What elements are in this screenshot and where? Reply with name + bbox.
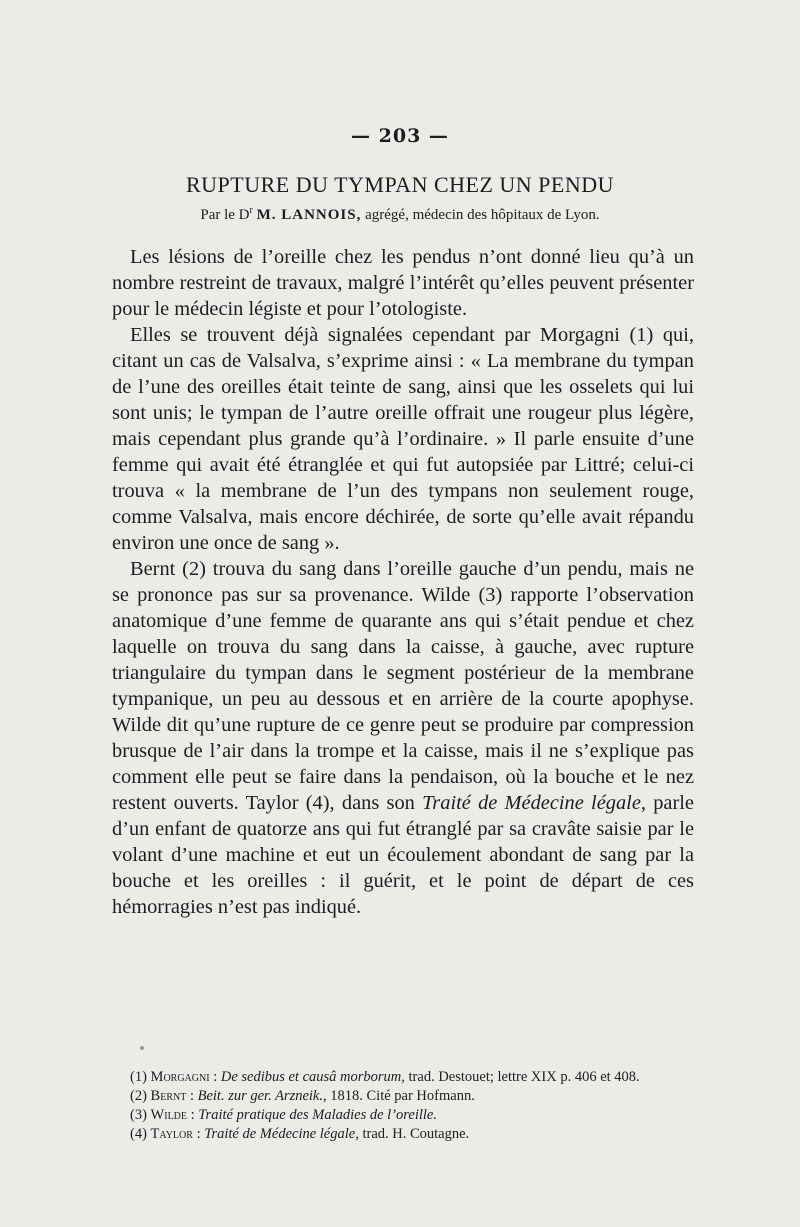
footnote-number: (2) [130,1088,147,1104]
footnote-rest: trad. H. Coutagne. [362,1126,470,1142]
footnote-4 [130,1125,720,1144]
footnote-3 [130,1106,720,1125]
byline-sup: r [249,205,253,216]
article-title: RUPTURE DU TYMPAN CHEZ UN PENDU [185,172,615,197]
footnote-author: Bernt [150,1088,187,1104]
page-number: — 203 — [351,125,449,147]
paragraph-3-tail: parle d’un enfant de quatorze ans qui fut étranglé par sa cravâte saisie par le volant d’une machine et eut un écoulement abondant de sang par la bouche et les oreilles : il guérit, et le point de départ de ces hémorragies n’est pas indiqué. [112,792,694,918]
footnote-author: Wilde [150,1107,188,1123]
ink-spot [140,1046,144,1050]
footnote-title: De sedibus et causâ morborum, [220,1069,405,1085]
paragraph-3 [112,556,694,920]
footnote-separator: : [213,1069,218,1085]
body-text [112,244,694,920]
footnote-rest: trad. Destouet; lettre XIX p. 406 et 408. [408,1069,640,1085]
footnote-1 [112,1068,720,1087]
footnote-separator: : [189,1088,194,1104]
footnote-author: Taylor [150,1126,193,1142]
byline-suffix: agrégé, médecin des hôpitaux de Lyon. [365,207,600,223]
paragraph-3-text: Bernt (2) trouva du sang dans l’oreille gauche d’un pendu, mais ne se prononce pas sur sa provenance. Wilde (3) rapporte l’observation anatomique d’une femme de quarante ans qui s’était pendue et chez laquelle on trouva du sang dans la caisse, à gauche, avec rupture triangulaire du tympan dans le segment postérieur de la membrane tympanique, un peu au dessous et en arrière de la courte apophyse. Wilde dit qu’une rupture de ce genre peut se produire par compression brusque de l’air dans la trompe et la caisse, mais il ne s’explique pas comment elle peut se faire dans la pendaison, où la bouche et le nez restent ouverts. Taylor (4), dans son [112,558,694,814]
footnote-2 [130,1087,720,1106]
footnote-title: Beit. zur ger. Arzneik., [197,1088,327,1104]
footnote-separator: : [196,1126,201,1142]
footnote-separator: : [190,1107,195,1123]
byline [0,205,800,224]
footnote-title: Traité pratique des Maladies de l’oreille. [198,1107,437,1123]
author-name: M. LANNOIS, [256,207,362,223]
footnote-number: (1) [130,1069,147,1085]
paragraph-1: Les lésions de l’oreille chez les pendus n’ont donné lieu qu’à un nombre restreint de travaux, malgré l’intérêt qu’elles peuvent présenter pour le médecin légiste et pour l’otologiste. [112,246,694,320]
footnote-number: (4) [130,1126,147,1142]
footnote-title: Traité de Médecine légale, [204,1126,359,1142]
byline-prefix: Par le D [200,207,250,223]
paragraph-2: Elles se trouvent déjà signalées cependant par Morgagni (1) qui, citant un cas de Valsalva, s’exprime ainsi : « La membrane du tympan de l’une des oreilles était teinte de sang, ainsi que les osselets qui lui sont unis; le tympan de l’autre oreille offrait une rougeur plus légère, mais cependant plus grande qu’à l’ordinaire. » Il parle ensuite d’une femme qui avait été étranglée et qui fut autopsiée par Littré; celui-ci trouva « la membrane de l’un des tympans non seulement rouge, comme Valsalva, mais encore déchirée, de sorte qu’elle avait répandu environ une once de sang ». [112,324,694,554]
footnote-rest: 1818. Cité par Hofmann. [330,1088,475,1104]
book-title: Traité de Médecine légale, [422,792,646,814]
footnote-number: (3) [130,1107,147,1123]
footnote-author: Morgagni [150,1069,210,1085]
footnotes [130,1068,720,1144]
